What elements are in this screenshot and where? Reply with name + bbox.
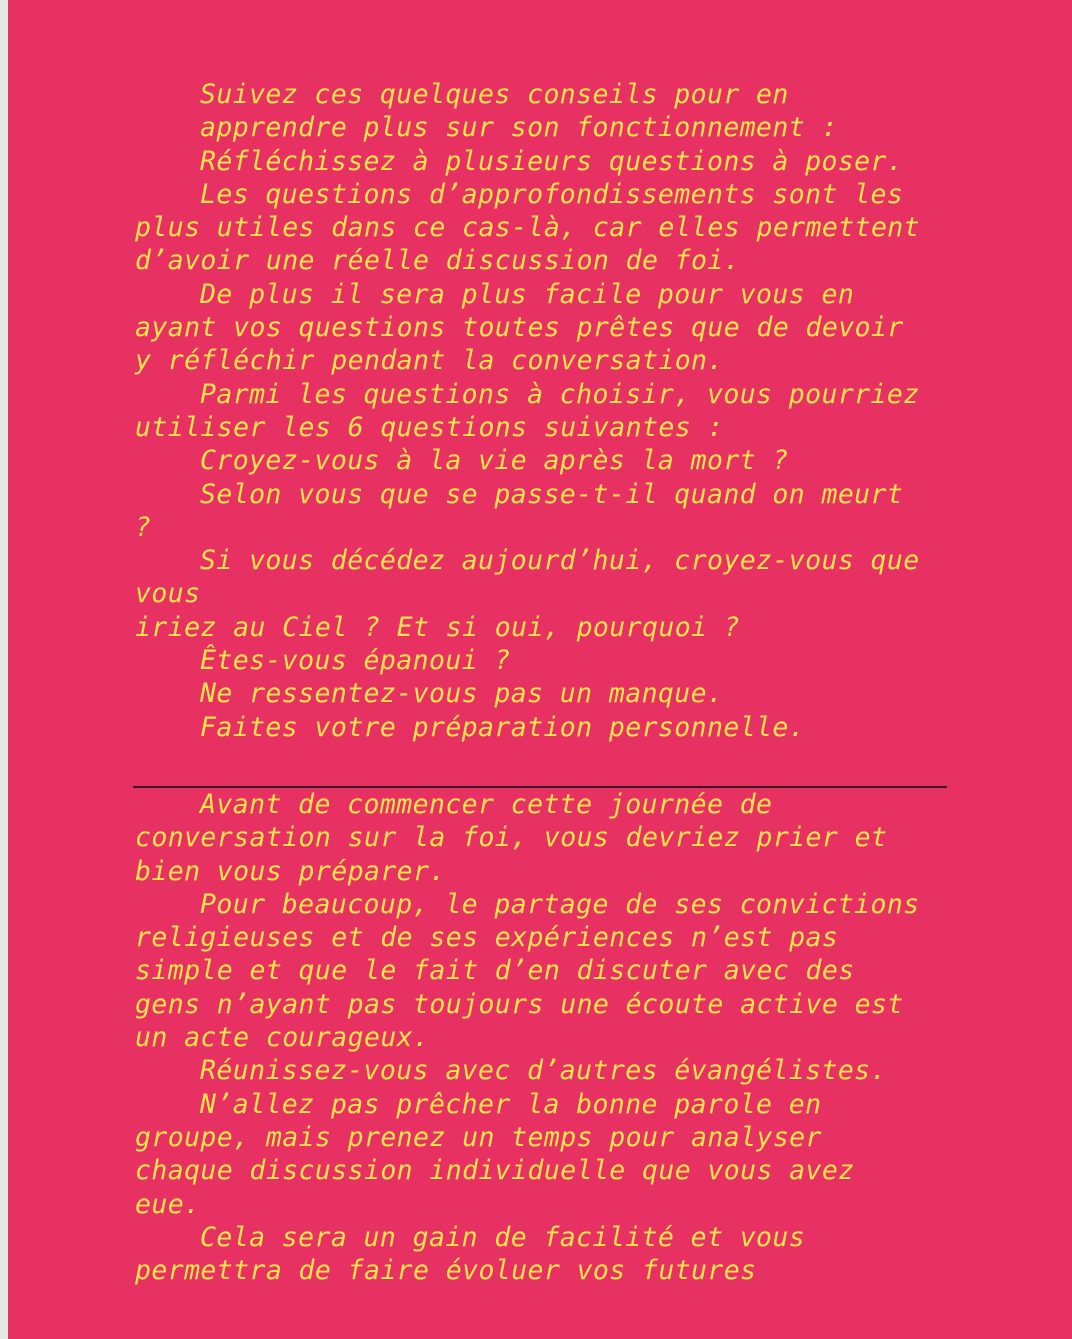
text-line: simple et que le fait d’en discuter avec des	[135, 955, 855, 987]
text-line: vous	[135, 578, 201, 610]
text-line: Parmi les questions à choisir, vous pourriez	[200, 378, 920, 410]
text-section-2	[135, 788, 955, 1287]
text-line: Faites votre préparation personnelle.	[200, 711, 806, 743]
text-line: d’avoir une réelle discussion de foi.	[135, 245, 741, 277]
text-line: Pour beaucoup, le partage de ses convictions	[200, 888, 920, 920]
text-line: Avant de commencer cette journée de	[200, 788, 773, 820]
text-line: Suivez ces quelques conseils pour en	[200, 79, 789, 110]
text-line: N’allez pas prêcher la bonne parole en	[200, 1088, 822, 1120]
text-line: Réunissez-vous avec d’autres évangélistes.	[200, 1055, 887, 1087]
text-line: Réfléchissez à plusieurs questions à poser.	[200, 145, 904, 177]
text-line: Cela sera un gain de facilité et vous	[200, 1221, 806, 1253]
text-line: ?	[135, 511, 152, 543]
text-line: chaque discussion individuelle que vous avez	[135, 1155, 855, 1187]
text-line: Croyez-vous à la vie après la mort ?	[200, 445, 789, 477]
text-line: groupe, mais prenez un temps pour analyser	[135, 1121, 822, 1153]
text-line: De plus il sera plus facile pour vous en	[200, 278, 855, 310]
text-line: Ne ressentez-vous pas un manque.	[200, 678, 724, 710]
text-line: Selon vous que se passe-t-il quand on meurt	[200, 478, 904, 510]
text-line: Les questions d’approfondissements sont les	[200, 178, 904, 210]
text-line: gens n’ayant pas toujours une écoute active est	[135, 988, 904, 1020]
document-page	[8, 0, 1072, 1339]
text-line: conversation sur la foi, vous devriez prier et	[135, 822, 888, 854]
text-line: utiliser les 6 questions suivantes :	[135, 411, 724, 443]
text-line: un acte courageux.	[135, 1022, 430, 1054]
text-line: y réfléchir pendant la conversation.	[135, 345, 724, 377]
text-line: bien vous préparer.	[135, 855, 446, 887]
text-line: iriez au Ciel ? Et si oui, pourquoi ?	[135, 611, 741, 643]
text-line: Si vous décédez aujourd’hui, croyez-vous que	[200, 545, 920, 577]
text-line: eue.	[135, 1188, 201, 1220]
text-line: permettra de faire évoluer vos futures	[135, 1255, 757, 1287]
text-line: apprendre plus sur son fonctionnement :	[200, 112, 838, 144]
text-line: religieuses et de ses expériences n’est pas	[135, 922, 839, 954]
text-line: Êtes-vous épanoui ?	[200, 645, 511, 677]
document-body	[135, 78, 955, 1287]
text-section-1	[135, 78, 955, 744]
text-line: plus utiles dans ce cas-là, car elles permettent	[135, 212, 921, 244]
text-line: ayant vos questions toutes prêtes que de devoir	[135, 312, 904, 344]
